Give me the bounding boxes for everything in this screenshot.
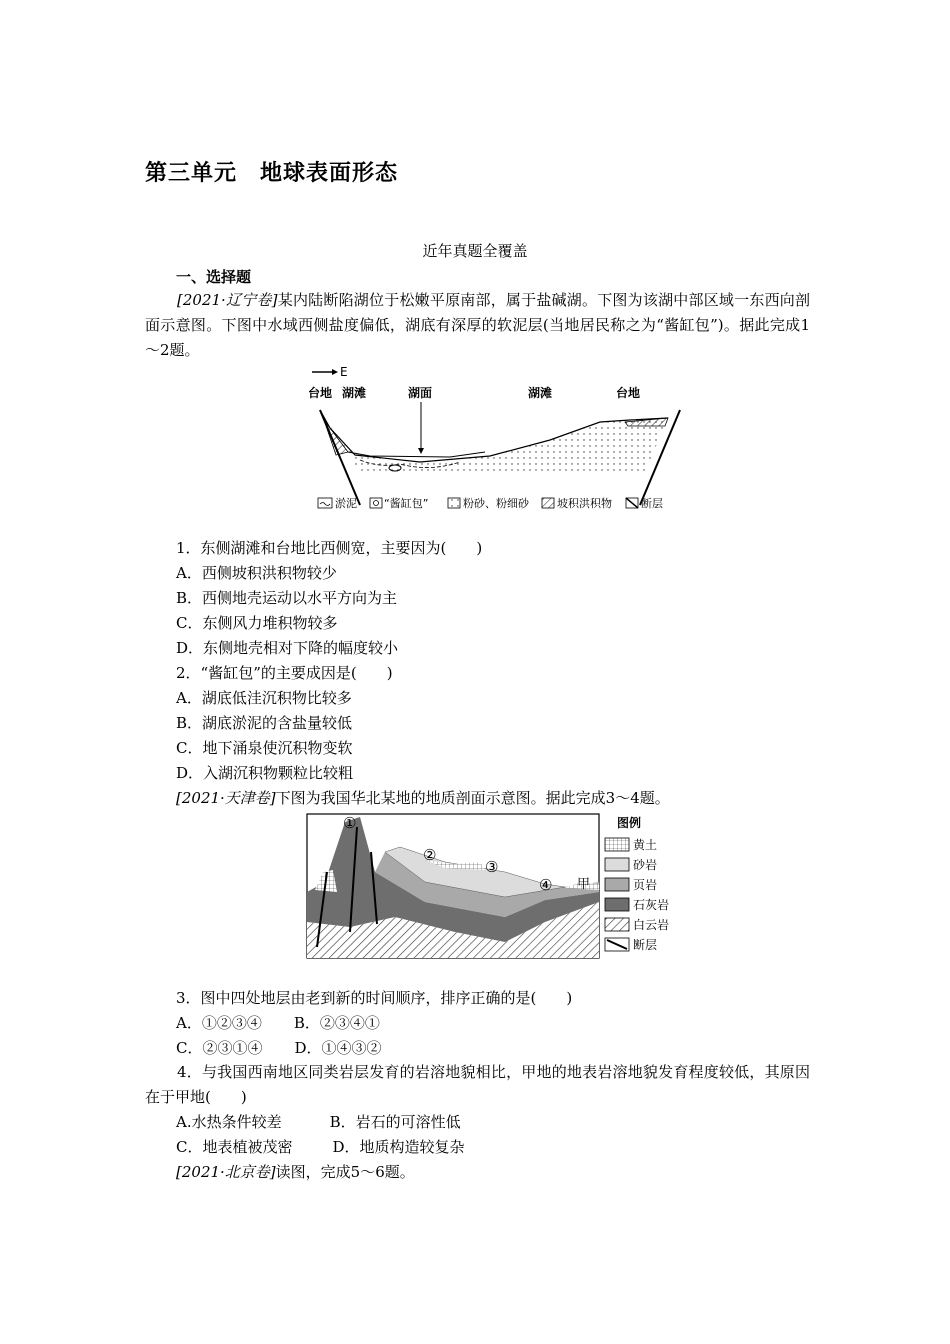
label-west-terrace: 台地 [308,386,333,400]
fig1-legend [318,496,663,510]
intro-paragraph-3 [176,1162,415,1182]
q2-option-a[interactable]: A．湖底低洼沉积物比较多 [176,689,352,707]
source-tag: [2021·辽宁卷] [177,291,278,309]
intro-paragraph-2 [176,788,670,808]
source-tag: [2021·北京卷] [176,1163,276,1181]
legend-fault: 断层 [641,497,663,510]
intro-text: 某内陆断陷湖位于松嫩平原南部，属于盐碱湖。下图为该湖中部区域一东西向剖面示意图。下图中水域西侧盐度偏低，湖底有深厚的软泥层(当地居民称之为“酱缸包”)。据此完成1～2题。 [145,291,810,359]
q4-option-b[interactable]: B．岩石的可溶性低 [329,1113,461,1131]
q4-option-a[interactable]: A.水热条件较差 [176,1113,282,1131]
q1-option-c[interactable]: C．东侧风力堆积物较多 [176,614,338,632]
q1-option-a[interactable]: A．西侧坡积洪积物较少 [176,564,337,582]
intro-text: 下图为我国华北某地的地质剖面示意图。据此完成3～4题。 [275,789,670,807]
label-east-beach: 湖滩 [528,386,553,400]
legend-silt: 淤泥 [335,497,357,510]
legend-loess: 黄土 [633,838,658,852]
q3-stem: 3．图中四处地层由老到新的时间顺序，排序正确的是( ) [176,989,573,1007]
label-west-beach: 湖滩 [342,386,367,400]
q2-option-d[interactable]: D．入湖沉积物颗粒比较粗 [176,764,354,782]
q1-option-d[interactable]: D．东侧地壳相对下降的幅度较小 [176,639,399,657]
q2-option-c[interactable]: C．地下涌泉使沉积物变软 [176,739,353,757]
legend-title: 图例 [617,816,642,830]
legend-silt-sand: 粉砂、粉细砂 [463,497,529,510]
marker-4: ④ [539,876,553,894]
q2-stem: 2．“酱缸包”的主要成因是( ) [176,664,393,682]
fig2-legend [605,815,669,952]
sediment-fill [320,410,668,472]
q3-option-d[interactable]: D．①④③② [294,1039,382,1057]
q3-option-b[interactable]: B．②③④① [293,1014,380,1032]
q2-option-b[interactable]: B．湖底淤泥的含盐量较低 [176,714,353,732]
legend-shale: 页岩 [633,878,658,892]
geologic-section-figure [305,812,685,962]
marker-3: ③ [485,858,499,876]
lake-profile-figure [300,360,690,520]
direction-label: E [340,365,348,379]
subtitle: 近年真题全覆盖 [422,242,528,260]
marker-1: ① [343,814,357,832]
arrow-head-icon [332,369,338,375]
question-4-stem [145,1060,810,1110]
q1-option-b[interactable]: B．西侧地壳运动以水平方向为主 [176,589,398,607]
question-2 [176,663,393,783]
label-lake-surface: 湖面 [408,386,433,400]
q1-stem: 1．东侧湖滩和台地比西侧宽，主要因为( ) [176,539,483,557]
marker-2: ② [423,846,437,864]
legend-dolomite: 白云岩 [633,918,670,932]
legend-sandstone: 砂岩 [633,858,658,872]
question-1 [176,538,482,658]
q4-stem: 4．与我国西南地区同类岩层发育的岩溶地貌相比，甲地的地表岩溶地貌发育程度较低，其原因在于甲地( ) [145,1063,810,1106]
place-jia: 甲 [577,877,591,892]
source-tag: [2021·天津卷] [176,789,276,807]
intro-text: 读图，完成5～6题。 [275,1163,415,1181]
intro-paragraph-1 [145,288,810,363]
pointer-head-icon [418,448,424,454]
legend-fault: 断层 [633,938,658,952]
section-heading: 一、选择题 [176,268,252,286]
unit-title: 第三单元 地球表面形态 [145,160,399,186]
legend-limestone: 石灰岩 [633,898,670,912]
question-3 [176,988,572,1058]
q4-option-d[interactable]: D．地质构造较复杂 [332,1138,465,1156]
q4-option-c[interactable]: C．地表植被茂密 [176,1138,293,1156]
label-east-terrace: 台地 [616,386,641,400]
legend-slope-deposit: 坡积洪积物 [557,497,612,510]
legend-jiangganbao: “酱缸包” [384,497,429,510]
question-4-options [176,1112,465,1157]
q3-option-a[interactable]: A．①②③④ [176,1014,262,1032]
q3-option-c[interactable]: C．②③①④ [176,1039,263,1057]
